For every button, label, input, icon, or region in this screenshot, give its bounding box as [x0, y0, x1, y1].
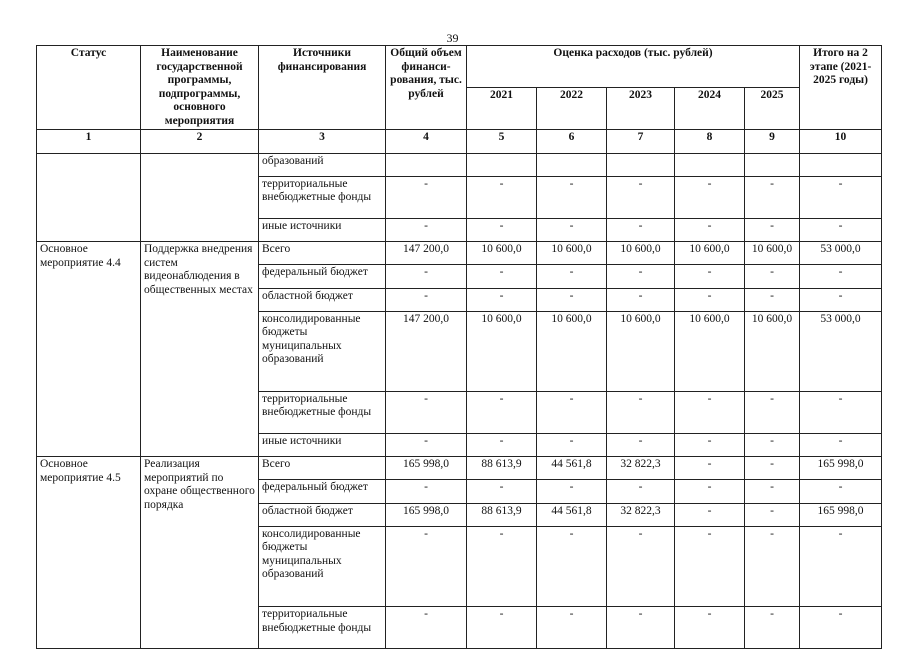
amount-cell: -	[537, 176, 607, 218]
funding-source: областной бюджет	[259, 288, 386, 311]
amount-cell: 165 998,0	[386, 503, 467, 526]
funding-source: иные источники	[259, 218, 386, 241]
funding-source: консолидированные бюджеты муниципальных образований	[259, 526, 386, 606]
amount-cell	[607, 153, 675, 176]
column-number: 7	[607, 130, 675, 153]
amount-cell: -	[537, 526, 607, 606]
amount-cell: -	[467, 480, 537, 503]
column-number: 4	[386, 130, 467, 153]
amount-cell: -	[800, 526, 882, 606]
column-number: 10	[800, 130, 882, 153]
amount-cell: -	[607, 480, 675, 503]
header-name: Наименование государственной программы, подпрограммы, основного мероприятия	[141, 46, 259, 130]
amount-cell: -	[675, 434, 745, 457]
amount-cell: 10 600,0	[607, 311, 675, 391]
column-number: 8	[675, 130, 745, 153]
amount-cell: -	[607, 265, 675, 288]
header-row	[37, 46, 882, 88]
amount-cell	[386, 153, 467, 176]
name-cell-empty	[141, 153, 259, 242]
amount-cell: 10 600,0	[467, 242, 537, 265]
header-year: 2023	[607, 88, 675, 130]
budget-table	[36, 45, 882, 649]
page-number: 39	[446, 31, 459, 45]
amount-cell: -	[675, 176, 745, 218]
amount-cell: 165 998,0	[800, 503, 882, 526]
amount-cell: 53 000,0	[800, 311, 882, 391]
amount-cell: -	[607, 434, 675, 457]
amount-cell: -	[537, 288, 607, 311]
amount-cell: -	[607, 288, 675, 311]
amount-cell: -	[675, 606, 745, 648]
header-year: 2024	[675, 88, 745, 130]
amount-cell: 10 600,0	[537, 242, 607, 265]
amount-cell: -	[607, 526, 675, 606]
amount-cell: -	[537, 480, 607, 503]
amount-cell: -	[467, 434, 537, 457]
table-row	[37, 153, 882, 176]
amount-cell: -	[386, 526, 467, 606]
amount-cell: -	[467, 288, 537, 311]
amount-cell: -	[800, 434, 882, 457]
amount-cell: 10 600,0	[467, 311, 537, 391]
amount-cell: -	[800, 176, 882, 218]
amount-cell: 147 200,0	[386, 311, 467, 391]
amount-cell: -	[537, 218, 607, 241]
funding-source: территориальные внебюджетные фонды	[259, 391, 386, 433]
amount-cell: -	[800, 265, 882, 288]
header-status: Статус	[37, 46, 141, 130]
funding-source: федеральный бюджет	[259, 480, 386, 503]
amount-cell: -	[607, 606, 675, 648]
amount-cell: 10 600,0	[745, 242, 800, 265]
amount-cell: -	[675, 288, 745, 311]
funding-source: территориальные внебюджетные фонды	[259, 176, 386, 218]
table-row	[37, 457, 882, 480]
amount-cell: -	[745, 606, 800, 648]
amount-cell: -	[745, 391, 800, 433]
amount-cell: -	[745, 288, 800, 311]
amount-cell: -	[745, 503, 800, 526]
amount-cell: -	[467, 265, 537, 288]
header-year: 2021	[467, 88, 537, 130]
amount-cell: -	[386, 218, 467, 241]
column-number: 1	[37, 130, 141, 153]
amount-cell: -	[537, 606, 607, 648]
table-row	[37, 242, 882, 265]
column-number: 9	[745, 130, 800, 153]
amount-cell: -	[675, 480, 745, 503]
amount-cell: -	[386, 606, 467, 648]
header-sources: Источники финансирования	[259, 46, 386, 130]
amount-cell: 147 200,0	[386, 242, 467, 265]
header-stage-total: Итого на 2 этапе (2021-2025 годы)	[800, 46, 882, 130]
funding-source: областной бюджет	[259, 503, 386, 526]
amount-cell: -	[745, 265, 800, 288]
amount-cell: -	[675, 457, 745, 480]
amount-cell: -	[467, 176, 537, 218]
column-number: 2	[141, 130, 259, 153]
measure-status: Основное мероприятие 4.5	[37, 457, 141, 649]
funding-source: Всего	[259, 242, 386, 265]
amount-cell: -	[745, 218, 800, 241]
amount-cell	[675, 153, 745, 176]
amount-cell: -	[675, 265, 745, 288]
header-total-volume: Общий объем финанси-рования, тыс. рублей	[386, 46, 467, 130]
funding-source: территориальные внебюджетные фонды	[259, 606, 386, 648]
amount-cell: -	[386, 265, 467, 288]
amount-cell: 10 600,0	[537, 311, 607, 391]
funding-source: Всего	[259, 457, 386, 480]
amount-cell: -	[386, 480, 467, 503]
amount-cell: -	[467, 391, 537, 433]
amount-cell: 10 600,0	[675, 311, 745, 391]
amount-cell: -	[537, 434, 607, 457]
amount-cell: -	[607, 391, 675, 433]
funding-source: иные источники	[259, 434, 386, 457]
amount-cell: -	[675, 391, 745, 433]
status-cell-empty	[37, 153, 141, 242]
amount-cell: 44 561,8	[537, 457, 607, 480]
amount-cell: -	[386, 176, 467, 218]
amount-cell: -	[675, 503, 745, 526]
amount-cell: -	[745, 176, 800, 218]
header-year: 2025	[745, 88, 800, 130]
amount-cell	[537, 153, 607, 176]
amount-cell: -	[800, 606, 882, 648]
amount-cell: 53 000,0	[800, 242, 882, 265]
amount-cell: -	[745, 434, 800, 457]
amount-cell: 165 998,0	[386, 457, 467, 480]
column-number: 6	[537, 130, 607, 153]
column-number: 3	[259, 130, 386, 153]
amount-cell: -	[467, 218, 537, 241]
amount-cell: 10 600,0	[607, 242, 675, 265]
column-number: 5	[467, 130, 537, 153]
amount-cell: -	[800, 480, 882, 503]
amount-cell: -	[386, 288, 467, 311]
header-estimate: Оценка расходов (тыс. рублей)	[467, 46, 800, 88]
amount-cell: 32 822,3	[607, 503, 675, 526]
amount-cell: -	[800, 288, 882, 311]
amount-cell: -	[386, 391, 467, 433]
amount-cell: -	[800, 218, 882, 241]
amount-cell: -	[607, 218, 675, 241]
amount-cell: -	[800, 391, 882, 433]
amount-cell: -	[537, 265, 607, 288]
measure-status: Основное мероприятие 4.4	[37, 242, 141, 457]
funding-source: федеральный бюджет	[259, 265, 386, 288]
amount-cell: -	[745, 526, 800, 606]
amount-cell: 88 613,9	[467, 457, 537, 480]
amount-cell	[745, 153, 800, 176]
amount-cell: -	[467, 526, 537, 606]
amount-cell: -	[607, 176, 675, 218]
amount-cell: 165 998,0	[800, 457, 882, 480]
amount-cell: 32 822,3	[607, 457, 675, 480]
amount-cell: -	[467, 606, 537, 648]
amount-cell	[800, 153, 882, 176]
amount-cell: 44 561,8	[537, 503, 607, 526]
amount-cell: -	[386, 434, 467, 457]
amount-cell: -	[675, 526, 745, 606]
amount-cell: -	[675, 218, 745, 241]
funding-source: образований	[259, 153, 386, 176]
amount-cell: -	[537, 391, 607, 433]
header-year: 2022	[537, 88, 607, 130]
measure-name: Реализация мероприятий по охране общественного порядка	[141, 457, 259, 649]
amount-cell: 10 600,0	[745, 311, 800, 391]
amount-cell: 10 600,0	[675, 242, 745, 265]
column-numbers-row	[37, 130, 882, 153]
funding-source: консолидированные бюджеты муниципальных образований	[259, 311, 386, 391]
measure-name: Поддержка внедрения систем видеонаблюдения в общественных местах	[141, 242, 259, 457]
amount-cell	[467, 153, 537, 176]
amount-cell: -	[745, 457, 800, 480]
amount-cell: 88 613,9	[467, 503, 537, 526]
amount-cell: -	[745, 480, 800, 503]
